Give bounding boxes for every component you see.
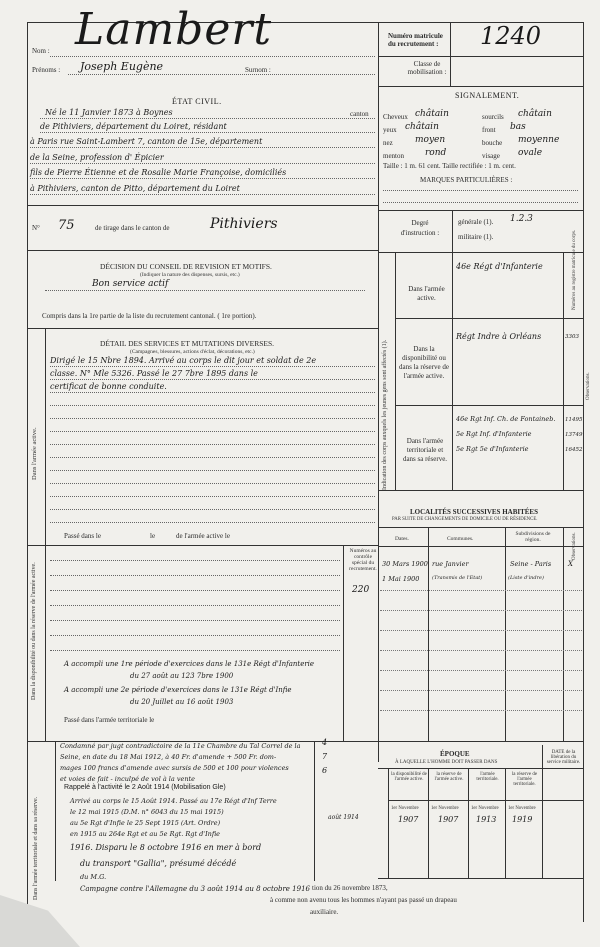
civil-dot-4 bbox=[30, 163, 375, 164]
matricule-bottom bbox=[378, 56, 583, 57]
svc-dot-l bbox=[50, 509, 375, 510]
front-value: bas bbox=[510, 122, 526, 132]
matricule-value: 1240 bbox=[480, 22, 542, 50]
loc-dot-7 bbox=[380, 710, 582, 711]
instruction-militaire-label: militaire (1). bbox=[458, 233, 494, 241]
loc-dot-4 bbox=[380, 650, 582, 651]
passe-le: le bbox=[150, 532, 156, 540]
right-border bbox=[583, 22, 584, 922]
left-border bbox=[27, 22, 28, 922]
corps-label-divider bbox=[452, 252, 453, 490]
localites-title: LOCALITÉS SUCCESSIVES HABITÉES bbox=[410, 508, 538, 516]
loc-commune-note: (Transmis de l'Etat) bbox=[432, 575, 483, 581]
corps-disp-bottom bbox=[395, 405, 583, 406]
corps-terr-num2: 13749 bbox=[565, 432, 583, 438]
etat-civil-line5: fils de Pierre Étienne et de Rosalie Marie Françoise, domiciliés bbox=[30, 168, 287, 177]
corps-terr-value1: 46e Rgt Inf. Ch. de Fontaineb. bbox=[456, 415, 556, 423]
svc-dot-c bbox=[50, 392, 375, 393]
corps-terr-value2: 5e Rgt Inf. d'Infanterie bbox=[456, 430, 532, 438]
corps-right-side2: Observations. bbox=[586, 372, 591, 400]
signalement-title: SIGNALEMENT. bbox=[455, 91, 520, 100]
svc-dot-d bbox=[50, 405, 375, 406]
loc-subdiv: Seine - Paris bbox=[510, 560, 552, 568]
matricule-divider bbox=[450, 22, 451, 56]
epoque-date-col: DATE de la libération du service militaire. bbox=[546, 750, 581, 765]
menton-value: rond bbox=[425, 148, 447, 158]
etat-civil-line3: à Paris rue Saint-Lambert 7, canton de 15e, département bbox=[30, 137, 263, 146]
epoque-col-4 bbox=[542, 745, 543, 878]
territoriale-passe: Passé dans l'armée territoriale le bbox=[64, 716, 155, 724]
svc-dot-g bbox=[50, 444, 375, 445]
yeux-value: châtain bbox=[405, 122, 439, 132]
loc-date1: 30 Mars 1900 bbox=[382, 560, 428, 568]
epoque-col2: la réserve de l'armée active. bbox=[434, 772, 464, 782]
decision-value: Bon service actif bbox=[92, 279, 169, 289]
disponibilite-side: Dans la disponibilité ou dans la réserve de l'armée active. bbox=[31, 562, 37, 700]
corps-disp-label: Dans la disponibilité ou dans la réserve de l'armée active. bbox=[399, 345, 449, 380]
cheveux-value: châtain bbox=[415, 109, 449, 119]
terr-line10: 1916. Disparu le 8 octobre 1916 en mer à bord bbox=[70, 843, 262, 852]
nom-value: Lambert bbox=[75, 4, 273, 55]
services-title: DÉTAIL DES SERVICES ET MUTATIONS DIVERSES. bbox=[100, 339, 275, 348]
svc-dot-i bbox=[50, 470, 375, 471]
epoque-bottom bbox=[378, 878, 583, 879]
localites-bottom bbox=[378, 741, 583, 742]
matricule-label: Numéro matricule du recrutement : bbox=[388, 32, 443, 48]
terr-line11: du transport "Gallia", présumé décédé bbox=[80, 859, 237, 868]
classe-label: Classe de mobilisation : bbox=[407, 60, 447, 76]
decision-bottom bbox=[27, 328, 378, 329]
etat-civil-line2: de Pithiviers, département du Loiret, résidant bbox=[40, 122, 227, 131]
svc-dot-m bbox=[50, 522, 375, 523]
epoque-v2: 1907 bbox=[438, 815, 459, 824]
terr-line8: au 5e Rgt d'Infie le 25 Sept 1915 (Art. Ordre) bbox=[70, 819, 221, 827]
terr-line13: Campagne contre l'Allemagne du 3 août 1914 au 8 octobre 1916 bbox=[80, 885, 310, 893]
localites-header-top bbox=[378, 527, 583, 528]
armee-active-text: de l'armée active le bbox=[176, 532, 230, 540]
surnom-label: Surnom : bbox=[245, 66, 271, 74]
corps-terr-label: Dans l'armée territoriale et dans sa réserve. bbox=[402, 437, 448, 463]
terr-bottom1: tion du 26 novembre 1873, bbox=[312, 884, 388, 892]
terr-margin2: 7 bbox=[322, 752, 328, 761]
terr-line4: et voies de fait - inculpé de vol à la vente bbox=[60, 775, 195, 783]
epoque-subtitle: À LAQUELLE L'HOMME DOIT PASSER DANS bbox=[395, 760, 498, 765]
loc-col3 bbox=[563, 527, 564, 741]
periode2: A accompli une 2e période d'exercices dans le 131e Régt d'Infie bbox=[64, 686, 292, 694]
loc-subdiv-note: (Liste d'indre) bbox=[508, 575, 544, 581]
epoque-col3: l'armée territoriale. bbox=[476, 772, 499, 782]
instruction-divider bbox=[452, 210, 453, 252]
civil-dot-5 bbox=[30, 178, 375, 179]
loc-col2 bbox=[505, 527, 506, 741]
etat-civil-line4: de la Seine, profession d' Épicier bbox=[30, 153, 164, 162]
corps-disp-value: Régt Indre à Orléans bbox=[456, 332, 542, 341]
classe-bottom bbox=[378, 86, 583, 87]
epoque-c4: 1er Novembre bbox=[508, 806, 536, 811]
nez-value: moyen bbox=[415, 135, 446, 145]
loc-mark: X bbox=[568, 560, 573, 568]
localites-col-communes: Communes. bbox=[447, 536, 474, 542]
etat-civil-line1: Né le 11 Janvier 1873 à Boynes bbox=[45, 108, 173, 117]
terr-rappel: Rappelé à l'activité le 2 Août 1914 (Mobilisation Gle) bbox=[64, 784, 226, 791]
civil-bottom bbox=[27, 205, 378, 206]
terr-line9: en 1915 au 264e Rgt et au 5e Rgt. Rgt d'Infie bbox=[70, 830, 221, 838]
taille-text: Taille : 1 m. 61 cent. Taille rectifiée : 1 m. cent. bbox=[383, 162, 516, 170]
periode2-du: du 20 Juillet au 16 août 1903 bbox=[130, 698, 234, 706]
epoque-v4: 1919 bbox=[512, 815, 533, 824]
corps-bottom bbox=[378, 490, 583, 491]
corps-num-divider bbox=[563, 252, 564, 490]
civil-dot-3 bbox=[30, 147, 375, 148]
loc-col1 bbox=[428, 527, 429, 741]
yeux-label: yeux bbox=[383, 126, 397, 134]
nom-dotline bbox=[50, 56, 375, 57]
marques-dot-1 bbox=[383, 190, 578, 191]
numero-col-label: Numéros au contrôle spécial du recrutement. bbox=[349, 548, 377, 572]
nom-label: Nom : bbox=[32, 47, 50, 55]
disp-dot-4 bbox=[50, 605, 340, 606]
services-line2: classe. N° Mle 5326. Passé le 27 7bre 1895 dans le bbox=[50, 369, 258, 378]
disp-dot-6 bbox=[50, 635, 340, 636]
loc-date2: 1 Mai 1900 bbox=[382, 575, 420, 583]
localites-header-bottom bbox=[378, 546, 583, 547]
instruction-generale-label: générale (1). bbox=[458, 218, 494, 226]
epoque-c1: 1er Novembre bbox=[391, 806, 419, 811]
tirage-canton: Pithiviers bbox=[210, 216, 278, 232]
svc-dot-j bbox=[50, 483, 375, 484]
numero-col-value: 220 bbox=[352, 585, 370, 595]
terr-margin4: août 1914 bbox=[328, 814, 359, 821]
epoque-title: ÉPOQUE bbox=[440, 750, 470, 758]
svc-dot-f bbox=[50, 431, 375, 432]
epoque-c2: 1er Novembre bbox=[431, 806, 459, 811]
prenoms-label: Prénoms : bbox=[32, 66, 61, 74]
prenoms-dotline bbox=[68, 74, 375, 75]
signalement-bottom bbox=[378, 210, 583, 211]
epoque-subheader-line bbox=[388, 800, 583, 801]
epoque-v3: 1913 bbox=[476, 815, 497, 824]
corps-terr-num1: 11495 bbox=[565, 417, 583, 423]
terr-bottom2: à comme non avenu tous les hommes n'ayant pas passé un drapeau bbox=[270, 896, 457, 904]
canton-label: canton bbox=[350, 110, 369, 118]
terr-inner-left bbox=[55, 741, 56, 881]
epoque-col-left bbox=[388, 768, 389, 878]
epoque-v1: 1907 bbox=[398, 815, 419, 824]
compris-text: Compris dans la 1re partie de la liste du recrutement cantonal. ( 1re portion). bbox=[42, 312, 257, 320]
services-bottom bbox=[27, 545, 378, 546]
epoque-col-2 bbox=[468, 768, 469, 878]
localites-col-subdiv: Subdivisions de région. bbox=[515, 531, 551, 543]
etat-civil-line6: à Pithiviers, canton de Pitto, département du Loiret bbox=[30, 184, 240, 193]
services-inner-left bbox=[45, 328, 46, 741]
instruction-bottom bbox=[378, 252, 583, 253]
bouche-label: bouche bbox=[482, 139, 503, 147]
loc-dot-2 bbox=[380, 610, 582, 611]
disp-dot-1 bbox=[50, 560, 340, 561]
epoque-header-line bbox=[378, 768, 583, 769]
epoque-col4: la réserve de l'armée territoriale. bbox=[511, 772, 538, 787]
tirage-number: 75 bbox=[58, 218, 75, 233]
classe-divider bbox=[450, 56, 451, 86]
visage-value: ovale bbox=[518, 148, 543, 158]
corps-active-bottom bbox=[395, 318, 583, 319]
nez-label: nez bbox=[383, 139, 393, 147]
terr-bottom3: auxiliaire. bbox=[310, 908, 339, 916]
tirage-text: de tirage dans le canton de bbox=[95, 224, 170, 232]
svc-dot-a bbox=[50, 366, 375, 367]
passe-text: Passé dans le bbox=[64, 532, 101, 540]
tirage-prefix: N° bbox=[32, 224, 40, 232]
cheveux-label: Cheveux bbox=[383, 113, 408, 121]
loc-commune: rue Janvier bbox=[432, 560, 469, 568]
corps-right-side1: Numéros au registre matricule du corps. bbox=[572, 229, 577, 310]
loc-dot-5 bbox=[380, 670, 582, 671]
terr-right-inner bbox=[314, 741, 315, 881]
epoque-col-1 bbox=[428, 768, 429, 878]
loc-dot-3 bbox=[380, 630, 582, 631]
instruction-generale-value: 1.2.3 bbox=[510, 214, 533, 224]
svc-dot-b bbox=[50, 379, 375, 380]
disp-dot-5 bbox=[50, 620, 340, 621]
terr-margin3: 6 bbox=[322, 766, 328, 775]
etat-civil-title: ÉTAT CIVIL. bbox=[172, 97, 222, 106]
corps-active-value: 46e Régt d'Infanterie bbox=[456, 262, 543, 271]
loc-dot-6 bbox=[380, 690, 582, 691]
localites-right-label: Observations. bbox=[572, 532, 577, 560]
terr-line2: Seine, en date du 18 Mai 1912, à 40 Fr. d'amende + 500 Fr. dom- bbox=[60, 753, 277, 761]
armee-active-side: Dans l'armée active. bbox=[31, 427, 38, 480]
marques-dot-2 bbox=[383, 202, 578, 203]
decision-dot bbox=[45, 290, 365, 291]
corps-inner-left bbox=[395, 252, 396, 490]
services-subtitle: (Campagnes, blessures, actions d'éclat, décorations, etc.) bbox=[130, 349, 255, 355]
sourcils-value: châtain bbox=[518, 109, 552, 119]
terr-line3: mages 100 francs d'amende avec sursis de 500 et 100 pour violences bbox=[60, 764, 289, 772]
tirage-bottom bbox=[27, 250, 378, 251]
svc-dot-e bbox=[50, 418, 375, 419]
epoque-col1: la disponibilité de l'armée active. bbox=[391, 772, 427, 782]
marques-label: MARQUES PARTICULIÈRES : bbox=[420, 176, 513, 184]
corps-side-label: Indication des corps auxquels les jeunes gens sont affectés (1). bbox=[382, 339, 388, 490]
periode1: A accompli une 1re période d'exercices dans le 131e Régt d'Infanterie bbox=[64, 660, 315, 668]
corps-active-label: Dans l'armée active. bbox=[408, 285, 445, 302]
instruction-label: Degré d'instruction : bbox=[400, 219, 440, 237]
prenoms-value: Joseph Eugène bbox=[80, 60, 164, 73]
civil-dot-1 bbox=[40, 118, 375, 119]
svc-dot-h bbox=[50, 457, 375, 458]
services-line3: certificat de bonne conduite. bbox=[50, 382, 167, 391]
terr-line6: Arrivé au corps le 15 Août 1914. Passé au 17e Régt d'Inf Terre bbox=[70, 797, 277, 805]
epoque-col-3 bbox=[505, 768, 506, 878]
terr-line7: le 12 mai 1915 (D.M. n° 6043 du 15 mai 1915) bbox=[70, 808, 224, 816]
sourcils-label: sourcils bbox=[482, 113, 504, 121]
services-line1: Dirigé le 15 Nbre 1894. Arrivé au corps le dit jour et soldat de 2e bbox=[50, 356, 317, 365]
center-divider bbox=[378, 22, 379, 762]
front-label: front bbox=[482, 126, 496, 134]
corps-terr-value3: 5e Rgt 5e d'Infanterie bbox=[456, 445, 529, 453]
territoriale-side: Dans l'armée territoriale et dans sa réserve. bbox=[33, 796, 39, 900]
menton-label: menton bbox=[383, 152, 404, 160]
localites-subtitle: PAR SUITE DE CHANGEMENTS DE DOMICILE OU DE RÉSIDENCE. bbox=[392, 517, 538, 522]
disp-dot-7 bbox=[50, 650, 340, 651]
svc-dot-k bbox=[50, 496, 375, 497]
disp-dot-2 bbox=[50, 575, 340, 576]
decision-title: DÉCISION DU CONSEIL DE REVISION ET MOTIFS. bbox=[100, 262, 272, 271]
numero-col-divider bbox=[343, 545, 344, 741]
corps-disp-num: 3303 bbox=[565, 334, 579, 340]
bouche-value: moyenne bbox=[518, 135, 560, 145]
visage-label: visage bbox=[482, 152, 500, 160]
terr-margin1: 4 bbox=[322, 738, 328, 747]
decision-subtitle: (Indiquer la nature des dispenses, sursis, etc.) bbox=[140, 272, 240, 278]
periode1-du: du 27 août au 123 7bre 1900 bbox=[130, 672, 234, 680]
epoque-c3: 1er Novembre bbox=[471, 806, 499, 811]
loc-dot-1 bbox=[380, 590, 582, 591]
civil-dot-2 bbox=[40, 132, 375, 133]
corps-terr-num3: 16452 bbox=[565, 447, 583, 453]
localites-col-dates: Dates. bbox=[395, 536, 409, 542]
torn-corner bbox=[0, 895, 80, 947]
disp-dot-3 bbox=[50, 590, 340, 591]
civil-dot-6 bbox=[30, 194, 375, 195]
terr-line12: du M.G. bbox=[80, 873, 107, 881]
terr-line1: Condamné par jugt contradictoire de la 11e Chambre du Tal Correl de la bbox=[60, 742, 301, 750]
